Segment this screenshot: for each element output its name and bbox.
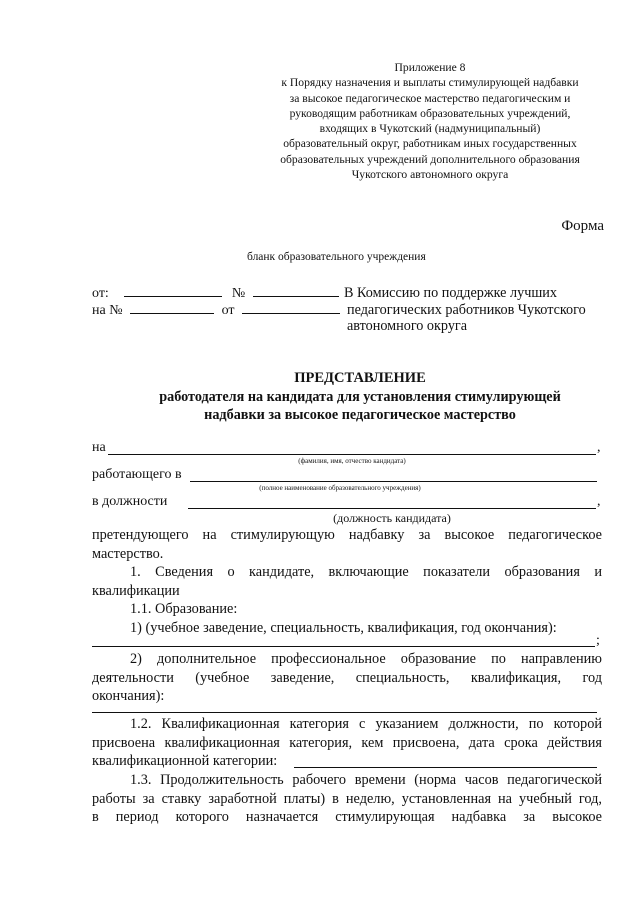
request-on-row bbox=[92, 302, 340, 319]
semicolon: ; bbox=[596, 633, 600, 648]
commission-line: автономного округа bbox=[347, 318, 468, 334]
qualification-category-field[interactable] bbox=[294, 767, 597, 768]
of-label: от bbox=[221, 303, 235, 318]
candidate-name-hint: (фамилия, имя, отчество кандидата) bbox=[298, 457, 406, 465]
text-line: 1.3. Продолжительность рабочего времени (норма часов педагогической bbox=[130, 772, 602, 788]
appendix-line: Чукотского автономного округа bbox=[351, 168, 509, 182]
appendix-line: Приложение 8 bbox=[394, 61, 466, 74]
number-sign: № bbox=[231, 286, 246, 301]
text-line: в период которого назначается стимулирующая надбавка за высокое bbox=[92, 809, 602, 826]
position-hint: (должность кандидата) bbox=[333, 511, 451, 525]
position-label: в должности bbox=[92, 494, 168, 509]
institution-letterhead-label: бланк образовательного учреждения bbox=[247, 251, 426, 263]
from-label: от: bbox=[92, 286, 109, 301]
institution-name-hint: (полное наименование образовательного учреждения) bbox=[259, 484, 421, 492]
commission-addressee bbox=[344, 285, 586, 335]
on-date-field[interactable] bbox=[242, 302, 340, 314]
text-line: работы за ставку заработной платы) в неделю, установленная на учебный год, bbox=[92, 790, 602, 807]
appendix-header bbox=[230, 60, 630, 182]
appendix-line: образовательный округ, работникам иных государственных bbox=[283, 137, 577, 151]
appendix-line: входящих в Чукотский (надмуниципальный) bbox=[319, 122, 541, 136]
body-paragraph bbox=[92, 771, 602, 827]
education-field[interactable] bbox=[92, 646, 595, 647]
text-line: квалификации bbox=[92, 582, 180, 599]
subtitle-line: надбавки за высокое педагогическое мастерство bbox=[204, 407, 516, 423]
appendix-line: образовательных учреждений дополнительного образования bbox=[280, 152, 580, 166]
appendix-line: за высокое педагогическое мастерство педагогическим и bbox=[289, 91, 571, 105]
text-line: мастерство. bbox=[92, 545, 164, 562]
text-line: 1.2. Квалификационная категория с указанием должности, по которой bbox=[130, 716, 602, 732]
from-date-field[interactable] bbox=[124, 285, 222, 297]
appendix-line: руководящим работникам образовательных учреждений, bbox=[289, 106, 571, 120]
appendix-line: к Порядку назначения и выплаты стимулирующей надбавки bbox=[281, 76, 579, 90]
additional-education-field[interactable] bbox=[92, 712, 597, 713]
subtitle-line: работодателя на кандидата для установления стимулирующей bbox=[159, 389, 561, 405]
text-line: 1. Сведения о кандидате, включающие показатели образования и bbox=[130, 564, 602, 581]
on-number-field[interactable] bbox=[130, 302, 214, 314]
commission-line: педагогических работников Чукотского bbox=[347, 301, 586, 318]
text-line: деятельности (учебное заведение, специальность, квалификация, год bbox=[92, 669, 602, 686]
body-paragraph bbox=[92, 715, 602, 771]
commission-line: В Комиссию по поддержке лучших bbox=[344, 285, 557, 301]
text-line: 1) (учебное заведение, специальность, квалификация, год окончания): bbox=[130, 619, 557, 636]
works-at-label: работающего в bbox=[92, 467, 182, 482]
text-line: 1.1. Образование: bbox=[130, 601, 238, 618]
form-label: Форма bbox=[561, 218, 604, 234]
from-number-field[interactable] bbox=[253, 285, 339, 297]
institution-name-field[interactable] bbox=[190, 481, 597, 482]
request-from-row bbox=[92, 285, 339, 302]
document-title: ПРЕДСТАВЛЕНИЕ bbox=[294, 370, 426, 386]
text-line: квалификационной категории: bbox=[92, 753, 278, 770]
position-field[interactable] bbox=[188, 508, 596, 509]
comma: , bbox=[597, 440, 601, 455]
candidate-name-field[interactable] bbox=[108, 454, 596, 455]
text-line: претендующего на стимулирующую надбавку за высокое педагогическое bbox=[92, 527, 602, 543]
comma: , bbox=[597, 494, 601, 509]
document-subtitle bbox=[90, 388, 630, 424]
body-paragraph bbox=[92, 526, 602, 638]
text-line: присвоена квалификационная категория, кем присвоена, дата срока действия bbox=[92, 734, 602, 751]
text-line: 2) дополнительное профессиональное образование по направлению bbox=[130, 651, 602, 667]
text-line: окончания): bbox=[92, 688, 165, 705]
on-number-label: на № bbox=[92, 303, 123, 318]
body-paragraph bbox=[92, 650, 602, 706]
candidate-na-label: на bbox=[92, 440, 106, 455]
